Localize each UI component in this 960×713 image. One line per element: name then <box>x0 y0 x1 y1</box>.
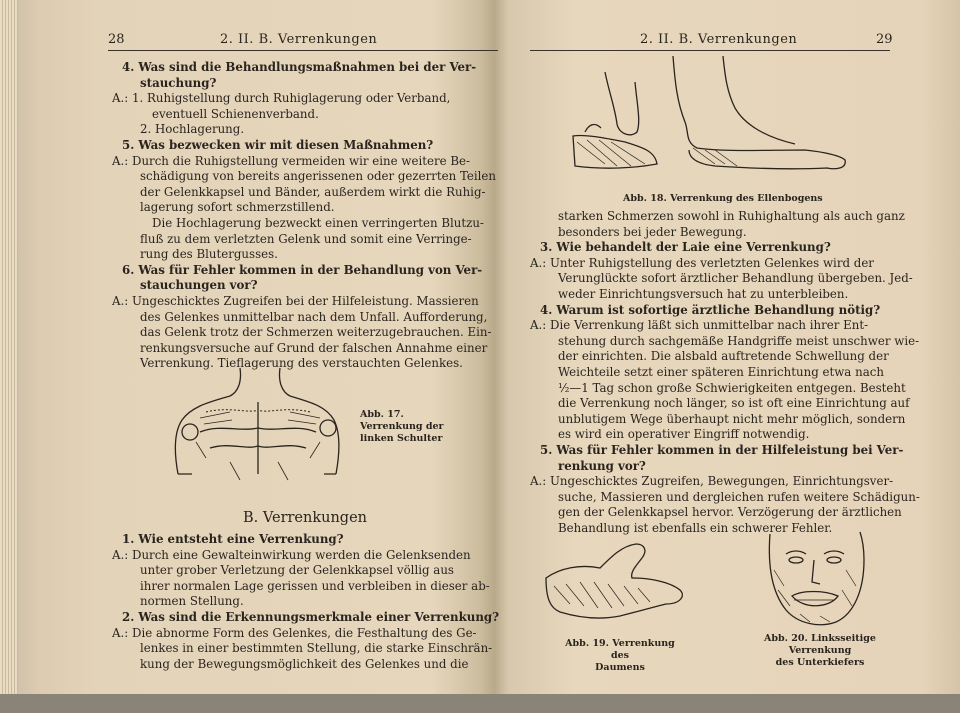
caption-line: Abb. 17. <box>360 409 404 420</box>
answer: lagerung sofort schmerzstillend. <box>140 200 335 215</box>
answer: das Gelenk trotz der Schmerzen weiterzugebrauchen. Ein- <box>140 325 492 340</box>
answer: A.: Durch eine Gewalteinwirkung werden die Gelenksenden <box>112 547 471 562</box>
answer: besonders bei jeder Bewegung. <box>558 224 747 239</box>
answer: weder Einrichtungsversuch hat zu unterbleiben. <box>558 286 849 301</box>
answer: des Gelenkes unmittelbar nach dem Unfall. Aufforderung, <box>140 309 488 324</box>
table-surface <box>0 694 960 713</box>
answer: rung des Blutergusses. <box>140 247 278 262</box>
answer: Verunglückte sofort ärztlicher Behandlung übergeben. Jed- <box>558 271 913 286</box>
answer: Behandlung ist ebenfalls ein schwerer Fehler. <box>558 520 833 535</box>
caption-line: des Unterkiefers <box>775 657 865 668</box>
answer: 2. Hochlagerung. <box>140 122 245 137</box>
question: stauchung? <box>140 75 217 90</box>
answer: A.: Unter Ruhigstellung des verletzten Gelenkes wird der <box>530 255 874 270</box>
answer: unter grober Verletzung der Gelenkkapsel völlig aus <box>140 563 454 578</box>
caption-line: linken Schulter <box>360 433 443 444</box>
answer: stehung durch sachgemäße Handgriffe meist unschwer wie- <box>558 333 920 348</box>
question: 4. Was sind die Behandlungsmaßnahmen bei der Ver- <box>122 60 477 74</box>
answer: ½—1 Tag schon große Schwierigkeiten entgegen. Besteht <box>558 380 906 395</box>
question: 6. Was für Fehler kommen in der Behandlung von Ver- <box>122 262 483 277</box>
answer: A.: Die abnorme Form des Gelenkes, die Festhaltung des Ge- <box>112 625 477 640</box>
question: stauchungen vor? <box>140 278 258 293</box>
question: 5. Was für Fehler kommen in der Hilfeleistung bei Ver- <box>540 442 904 457</box>
running-head: 2. II. B. Verrenkungen <box>640 32 798 47</box>
answer: schädigung von bereits angerissenen oder gezerrten Teilen <box>140 169 497 184</box>
answer: es wird ein operativer Eingriff notwendig. <box>558 427 810 442</box>
caption-line: Abb. 19. Verrenkung des <box>565 638 675 661</box>
figure-20-jaw-illustration <box>750 530 880 630</box>
answer: A.: Ungeschicktes Zugreifen, Bewegungen, Einrichtungsver- <box>530 474 894 489</box>
answer: lenkes in einer bestimmten Stellung, die starke Einschrän- <box>140 641 493 656</box>
answer: Die Hochlagerung bezweckt einen verringerten Blutzu- <box>152 215 484 230</box>
answer: der einrichten. Die alsbald auftretende Schwellung der <box>558 349 889 364</box>
question: renkung vor? <box>558 458 646 473</box>
page-number: 29 <box>876 32 893 47</box>
answer: fluß zu dem verletzten Gelenk und somit eine Verringe- <box>140 231 472 246</box>
section-heading: B. Verrenkungen <box>242 510 368 526</box>
figure-17-shoulder-illustration <box>170 362 350 492</box>
right-page <box>525 0 945 694</box>
figure-17-caption <box>360 409 444 445</box>
question: 1. Wie entsteht eine Verrenkung? <box>122 532 344 546</box>
answer: kung der Bewegungsmöglichkeit des Gelenkes und die <box>140 656 469 671</box>
question: 4. Warum ist sofortige ärztliche Behandlung nötig? <box>540 302 881 317</box>
answer: Verrenkung. Tieflagerung des verstauchten Gelenkes. <box>140 356 463 371</box>
answer: normen Stellung. <box>140 594 244 609</box>
question: 5. Was bezwecken wir mit diesen Maßnahmen? <box>122 137 434 152</box>
answer: eventuell Schienenverband. <box>152 106 319 121</box>
answer: die Verrenkung noch länger, so ist oft eine Einrichtung auf <box>558 396 910 411</box>
figure-19-caption <box>555 638 685 674</box>
answer: renkungsversuche auf Grund der falschen Annahme einer <box>140 340 488 355</box>
figure-18-caption: Abb. 18. Verrenkung des Ellenbogens <box>623 193 823 204</box>
question: 3. Wie behandelt der Laie eine Verrenkung? <box>540 240 831 255</box>
answer: A.: Ungeschicktes Zugreifen bei der Hilfeleistung. Massieren <box>112 293 479 308</box>
header-rule <box>530 50 890 51</box>
caption-line: Abb. 20. Linksseitige Verrenkung <box>764 633 876 656</box>
answer: ihrer normalen Lage gerissen und verbleiben in dieser ab- <box>140 578 490 593</box>
running-head: 2. II. B. Verrenkungen <box>220 32 378 47</box>
figure-20-caption <box>735 633 905 669</box>
figure-19-thumb-illustration <box>540 538 690 628</box>
text-block-2 <box>112 532 498 672</box>
answer: A.: 1. Ruhigstellung durch Ruhiglagerung oder Verband, <box>112 91 451 106</box>
left-page <box>30 0 500 694</box>
answer: Weichteile setzt einer späteren Einrichtung etwa nach <box>558 364 884 379</box>
figure-18-elbow-illustration <box>565 52 865 192</box>
caption-line: Daumens <box>595 662 645 673</box>
caption-line: Verrenkung der <box>360 421 444 432</box>
header-rule <box>108 50 498 51</box>
answer: unblutigem Wege überhaupt nicht mehr möglich, sondern <box>558 411 906 426</box>
question: 2. Was sind die Erkennungsmerkmale einer Verrenkung? <box>122 609 500 624</box>
text-block-1 <box>112 60 498 372</box>
answer: der Gelenkkapsel und Bänder, außerdem wirkt die Ruhig- <box>140 184 486 199</box>
page-edges <box>0 0 18 713</box>
answer: A.: Durch die Ruhigstellung vermeiden wir eine weitere Be- <box>112 153 470 168</box>
answer: starken Schmerzen sowohl in Ruhighaltung als auch ganz <box>558 209 905 223</box>
text-block-1 <box>530 209 920 536</box>
page-number: 28 <box>108 32 125 47</box>
answer: gen der Gelenkkapsel hervor. Verzögerung der ärztlichen <box>558 505 902 520</box>
answer: A.: Die Verrenkung läßt sich unmittelbar nach ihrer Ent- <box>530 318 869 333</box>
answer: suche, Massieren und dergleichen rufen weitere Schädigun- <box>558 489 920 504</box>
